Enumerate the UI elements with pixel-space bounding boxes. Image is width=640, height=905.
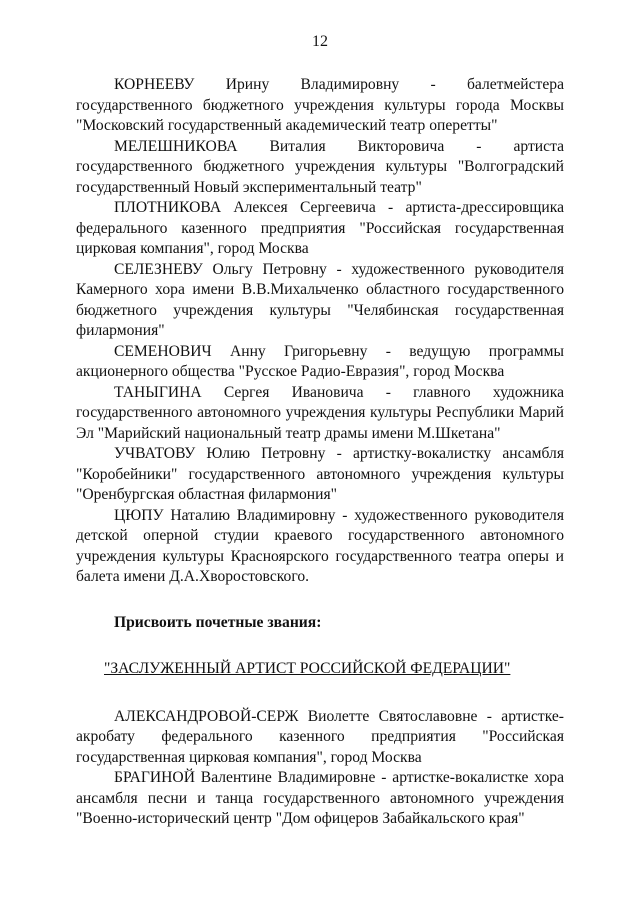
document-body — [76, 75, 564, 830]
award-entry: УЧВАТОВУ Юлию Петровну - артистку-вокалистку ансамбля "Коробейники" государственного автономного учреждения культуры "Оренбургская областная филармония" — [76, 445, 564, 503]
award-entry: МЕЛЕШНИКОВА Виталия Викторовича - артиста государственного бюджетного учреждения культуры "Волгоградский государственный Новый экспериментальный театр" — [76, 137, 564, 196]
award-entry: ПЛОТНИКОВА Алексея Сергеевича - артиста-дрессировщика федерального казенного предприятия "Российская государственная цирковая компания", город Москва — [76, 199, 564, 257]
section-heading: Присвоить почетные звания: — [114, 613, 322, 631]
award-entry: СЕЛЕЗНЕВУ Ольгу Петровну - художественного руководителя Камерного хора имени В.В.Михальченко областного государственного бюджетного учреждения культуры "Челябинская государственная филармония" — [76, 260, 564, 339]
recipient-entry: АЛЕКСАНДРОВОЙ-СЕРЖ Виолетте Святославовне - артистке-акробату федерального казенного предприятия "Российская государственная цирковая компания", город Москва — [76, 707, 564, 766]
page-number: 12 — [312, 33, 328, 50]
honorary-title-recipients — [76, 707, 564, 830]
recipient-entry: БРАГИНОЙ Валентине Владимировне - артистке-вокалистке хора ансамбля песни и танца государственного автономного учреждения "Военно-исторический центр "Дом офицеров Забайкальского края" — [76, 769, 564, 827]
honorary-title: "ЗАСЛУЖЕННЫЙ АРТИСТ РОССИЙСКОЙ ФЕДЕРАЦИИ" — [104, 659, 511, 677]
award-entry: СЕМЕНОВИЧ Анну Григорьевну - ведущую программы акционерного общества "Русское Радио-Евразия", город Москва — [76, 342, 564, 380]
award-entry: КОРНЕЕВУ Ирину Владимировну - балетмейстера государственного бюджетного учреждения культуры города Москвы "Московский государственный академический театр оперетты" — [76, 76, 564, 134]
award-list — [76, 75, 564, 588]
award-entry: ТАНЫГИНА Сергея Ивановича - главного художника государственного автономного учреждения культуры Республики Марий Эл "Марийский национальный театр драмы имени М.Шкетана" — [76, 383, 564, 442]
award-entry: ЦЮПУ Наталию Владимировну - художественного руководителя детской оперной студии краевого государственного автономного учреждения культуры Красноярского государственного театра оперы и балета имени Д.А.Хворостовского. — [76, 506, 564, 585]
